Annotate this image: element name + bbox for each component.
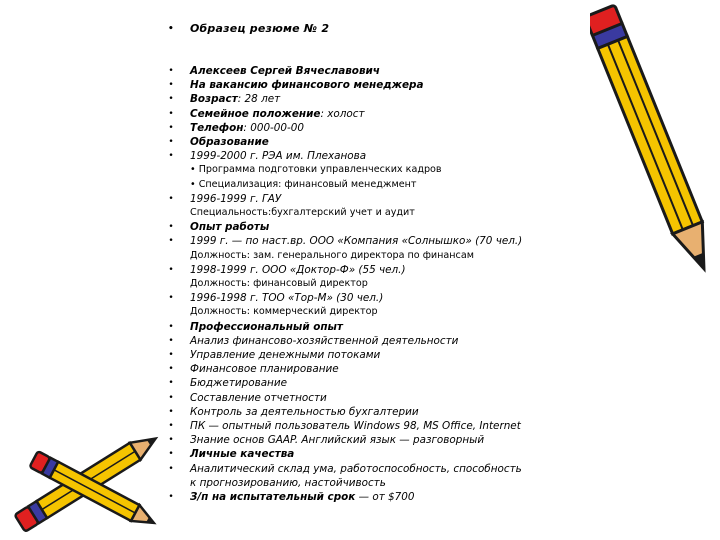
bullet: •	[168, 222, 174, 233]
bullet: •	[168, 193, 174, 204]
bullet: •	[168, 406, 174, 417]
bullet: •	[168, 492, 174, 503]
list-item	[166, 263, 606, 291]
list-item	[166, 320, 606, 334]
bullet: •	[168, 421, 174, 432]
list-item	[166, 121, 606, 135]
bullet: •	[168, 151, 174, 162]
item-text: Должность: финансовый директор	[190, 278, 368, 290]
list-item	[166, 78, 606, 92]
section-heading: На вакансию финансового менеджера	[190, 79, 424, 92]
page-title: Образец резюме № 2	[190, 22, 330, 35]
list-item	[166, 149, 606, 192]
bullet: •	[168, 321, 174, 332]
section-heading: Личные качества	[190, 448, 295, 461]
bullet: •	[168, 293, 174, 304]
field-value: : 28 лет	[237, 93, 281, 106]
list-item	[166, 348, 606, 362]
item-text: Управление денежными потоками	[190, 349, 381, 362]
item-text: Должность: коммерческий директор	[190, 306, 378, 318]
item-text: к прогнозированию, настойчивость	[190, 476, 386, 489]
field-label: Телефон	[190, 121, 244, 134]
item-text: 1998-1999 г. ООО «Доктор-Ф» (55 чел.)	[190, 263, 406, 276]
list-item	[166, 192, 606, 220]
bullet: •	[168, 236, 174, 247]
labeled-line	[190, 490, 606, 504]
list-item	[166, 419, 606, 433]
bullet: •	[168, 392, 174, 403]
field-label: Семейное положение	[190, 107, 321, 120]
item-text: Анализ финансово-хозяйственной деятельности	[190, 334, 459, 347]
labeled-line	[190, 92, 606, 106]
list-item	[166, 220, 606, 234]
bullet: •	[168, 364, 174, 375]
section-heading: Профессиональный опыт	[190, 320, 343, 333]
section-heading: Образование	[190, 136, 269, 149]
list-item	[166, 64, 606, 78]
item-text: 1996-1999 г. ГАУ	[190, 192, 282, 205]
bullet: •	[168, 94, 174, 105]
item-text: ПК — опытный пользователь Windows 98, MS Office, Internet	[190, 420, 521, 433]
item-text: 1999-2000 г. РЭА им. Плеханова	[190, 150, 367, 163]
list-item	[166, 447, 606, 461]
item-text: Финансовое планирование	[190, 363, 339, 376]
item-text: Аналитический склад ума, работоспособность, способность	[190, 462, 522, 475]
item-text: Должность: зам. генерального директора по финансам	[190, 249, 474, 261]
list-item	[166, 405, 606, 419]
pencil-bottom-left-2-icon	[18, 440, 168, 540]
pencil-top-right-icon	[590, 0, 720, 300]
bullet: •	[168, 137, 174, 148]
field-label: Возраст	[190, 93, 238, 106]
field-value: : 000-00-00	[243, 121, 305, 134]
bullet: •	[168, 350, 174, 361]
bullet: •	[168, 108, 174, 119]
labeled-line	[190, 121, 606, 135]
list-item	[166, 462, 606, 490]
bullet: •	[168, 80, 174, 91]
item-text: Специальность:бухгалтерский учет и аудит	[190, 207, 415, 219]
item-text: 1996-1998 г. ТОО «Тор-М» (30 чел.)	[190, 292, 384, 305]
labeled-line	[190, 107, 606, 121]
bullet: •	[168, 378, 174, 389]
list-item	[166, 291, 606, 319]
list-item	[166, 490, 606, 504]
list-item	[166, 92, 606, 106]
item-text: 1999 г. — по наст.вр. ООО «Компания «Солнышко» (70 чел.)	[190, 235, 523, 248]
item-text: Контроль за деятельностью бухгалтерии	[190, 405, 419, 418]
list-item	[166, 391, 606, 405]
list-item	[166, 362, 606, 376]
bullet: •	[168, 463, 174, 474]
list-item	[166, 334, 606, 348]
item-text: • Специализация: финансовый менеджмент	[190, 178, 417, 190]
resume-list	[166, 64, 606, 504]
list-item	[166, 234, 606, 262]
list-item	[166, 433, 606, 447]
bullet: •	[168, 335, 174, 346]
item-text: Знание основ GAAP. Английский язык — разговорный	[190, 434, 485, 447]
bullet: •	[168, 66, 174, 76]
item-text: Составление отчетности	[190, 391, 327, 404]
list-item	[166, 107, 606, 121]
bullet: •	[168, 24, 174, 34]
field-value: : холост	[320, 107, 365, 120]
list-item	[166, 135, 606, 149]
section-heading: Опыт работы	[190, 221, 270, 234]
bullet: •	[168, 122, 174, 133]
field-label: З/п на испытательный срок	[190, 491, 356, 504]
list-item	[166, 376, 606, 390]
bullet: •	[168, 264, 174, 275]
item-text: Бюджетирование	[190, 377, 288, 390]
bullet: •	[168, 435, 174, 446]
field-value: — от $700	[355, 491, 415, 504]
section-heading: Алексеев Сергей Вячеславович	[190, 65, 380, 77]
item-text: • Программа подготовки управленческих кадров	[190, 164, 442, 176]
bullet: •	[168, 449, 174, 460]
